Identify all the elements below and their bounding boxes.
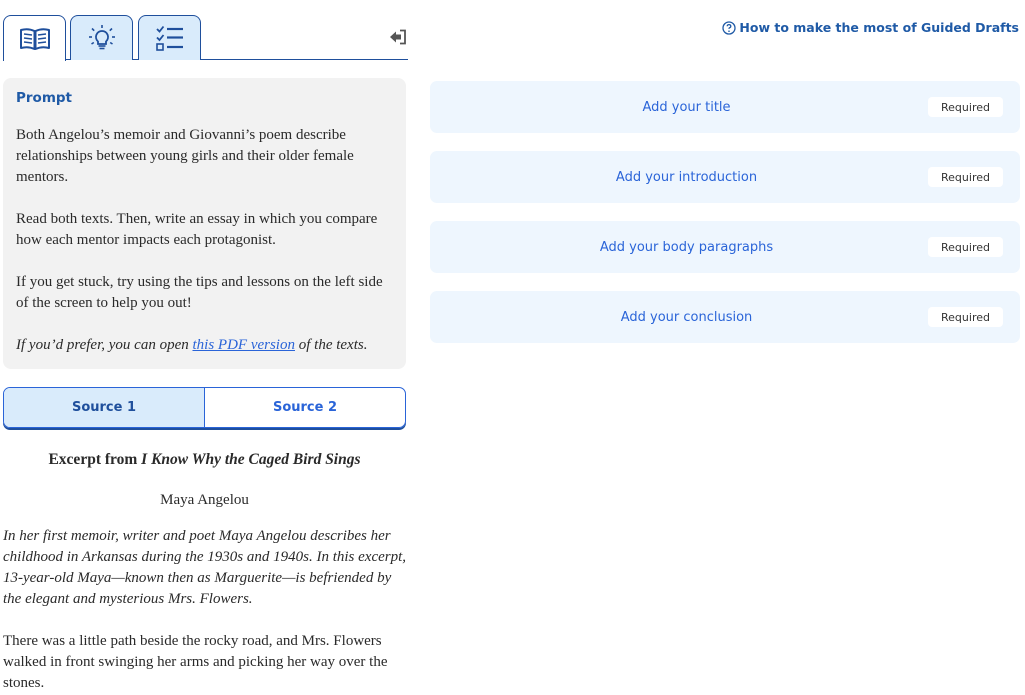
prompt-paragraph: Both Angelou’s memoir and Giovanni’s poem describe relationships between young girls and their older female mentors. <box>16 127 354 185</box>
source-author: Maya Angelou <box>160 492 249 508</box>
source-toggle <box>3 387 406 428</box>
section-label: Add your conclusion <box>620 309 753 325</box>
prompt-label: Prompt <box>16 90 73 106</box>
question-circle-icon <box>722 21 736 35</box>
prompt-paragraph: If you get stuck, try using the tips and lessons on the left side of the screen to help you out! <box>16 274 383 311</box>
open-book-icon <box>19 26 51 52</box>
source-title-prefix: Excerpt from <box>48 451 142 468</box>
required-badge: Required <box>928 167 1003 187</box>
lightbulb-icon <box>88 24 116 52</box>
pdf-note-after: of the texts. <box>294 337 368 353</box>
source-title <box>3 450 406 470</box>
source-book-title: I Know Why the Caged Bird Sings <box>141 451 361 468</box>
guided-drafts-help-link[interactable] <box>722 20 1019 35</box>
tab-reading[interactable] <box>3 15 66 61</box>
add-title-card[interactable] <box>430 81 1020 133</box>
tool-tab-bar <box>3 15 408 60</box>
add-introduction-card[interactable] <box>430 151 1020 203</box>
checklist-icon <box>156 25 184 51</box>
source-intro: In her first memoir, writer and poet Maya Angelou describes her childhood in Arkansas during the 1930s and 1940s. In this excerpt, 13-year-old Maya—known then as Marguerite—is befriended by the elegant and mysterious Mrs. Flowers. <box>3 528 407 607</box>
pdf-version-link[interactable]: this PDF version <box>192 337 295 353</box>
add-conclusion-card[interactable] <box>430 291 1020 343</box>
section-label: Add your introduction <box>615 169 758 185</box>
prompt-box <box>3 78 406 369</box>
source-1-button[interactable]: Source 1 <box>4 388 205 427</box>
prompt-paragraph: Read both texts. Then, write an essay in which you compare how each mentor impacts each protagonist. <box>16 211 378 248</box>
pdf-note <box>16 335 393 356</box>
tab-tips[interactable] <box>70 15 133 60</box>
source-2-button[interactable]: Source 2 <box>272 400 338 415</box>
exit-arrow-icon <box>389 29 407 45</box>
help-link-label: How to make the most of Guided Drafts <box>739 20 1019 35</box>
required-badge: Required <box>928 97 1003 117</box>
pdf-note-before: If you’d prefer, you can open <box>16 337 193 353</box>
required-badge: Required <box>928 237 1003 257</box>
section-label: Add your title <box>642 99 731 115</box>
section-label: Add your body paragraphs <box>599 239 774 255</box>
reading-panel <box>0 0 410 695</box>
tab-checklist[interactable] <box>138 15 201 60</box>
required-badge: Required <box>928 307 1003 327</box>
add-body-paragraphs-card[interactable] <box>430 221 1020 273</box>
source-body-text: There was a little path beside the rocky road, and Mrs. Flowers walked in front swinging her arms and picking her way over the stones. <box>3 633 388 691</box>
exit-button[interactable] <box>388 27 408 47</box>
